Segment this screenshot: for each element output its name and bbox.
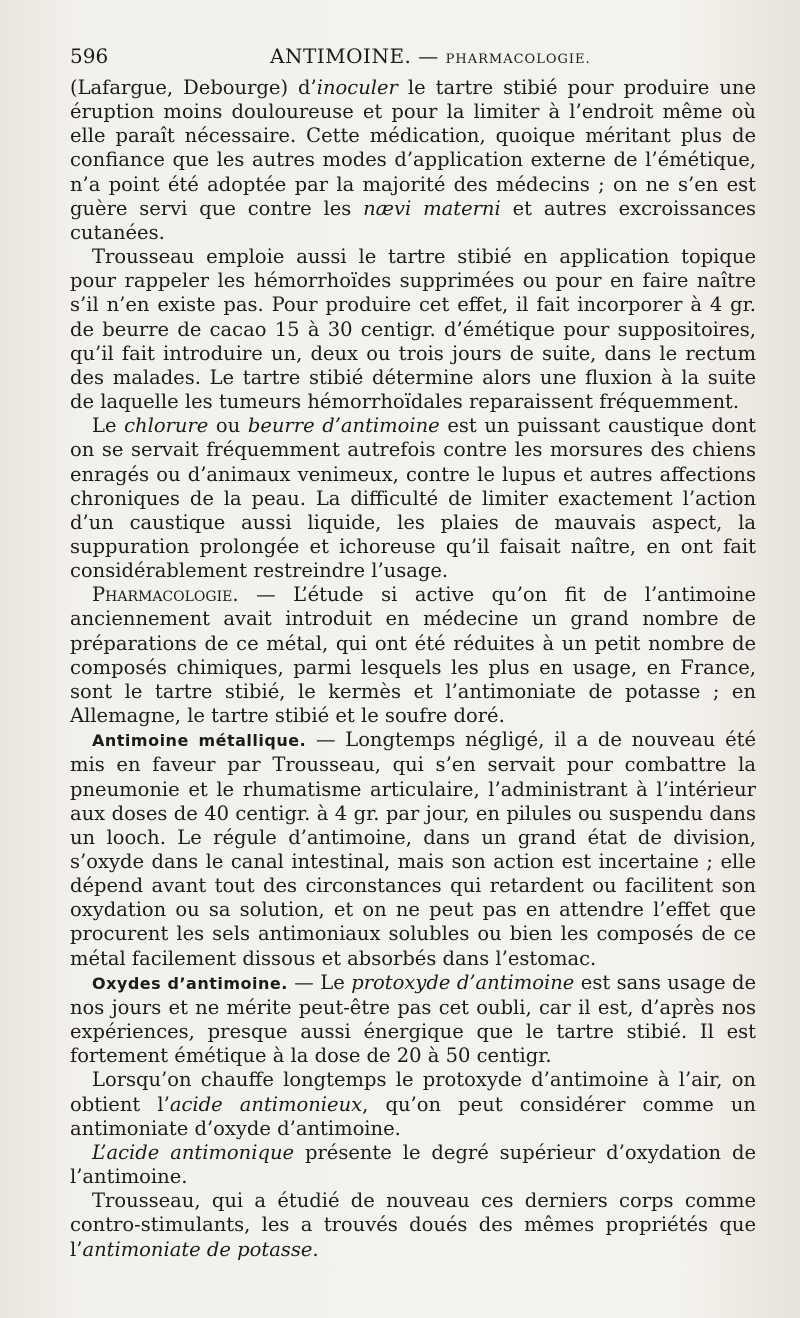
paragraph-inoculation xyxy=(70,76,756,245)
paragraph-contro-stimulants xyxy=(70,1189,756,1261)
text-run: Lorsqu’on chauffe longtemps le protoxyde d’antimoine à l’air, on obtient l’ xyxy=(70,1068,756,1116)
text-run: Le xyxy=(92,414,125,438)
italic-term: beurre d’antimoine xyxy=(247,414,440,438)
text-run: — Le xyxy=(287,970,352,994)
paragraph-acide-antimonieux xyxy=(70,1068,756,1140)
section-heading: Pharmacologie. xyxy=(92,583,239,607)
italic-term: L’acide antimonique xyxy=(92,1140,295,1164)
paragraph-acide-antimonique xyxy=(70,1141,756,1189)
text-run: le tartre stibié pour produire une éruption moins douloureuse et pour la limiter à l’endroit même où elle paraît nécessaire. Cette médication, quoique méritant plus de confiance que les autres modes d’application externe de l’émétique, n’a point été adoptée par la majorité des médecins ; on ne s’en est guère servi que contre les xyxy=(70,76,756,220)
italic-term: protoxyde d’antimoine xyxy=(351,970,575,994)
page-number: 596 xyxy=(70,44,109,68)
body-text xyxy=(70,76,756,1262)
text-run: Trousseau emploie aussi le tartre stibié en application topique pour rappeler les hémorrhoïdes supprimées ou pour en faire naître s’il n’en existe pas. Pour produire cet effet, il fait incorporer à 4 gr. de beurre de cacao 15 à 30 centigr. d’émétique pour suppositoires, qu’il fait introduire un, deux ou trois jours de suite, dans le rectum des malades. Le tartre stibié détermine alors une fluxion à la suite de laquelle les tumeurs hémorrhoïdales reparaissent fréquemment. xyxy=(70,245,756,414)
chapter-title: ANTIMOINE. xyxy=(270,44,412,68)
italic-term: acide antimonieux xyxy=(169,1092,363,1116)
running-title xyxy=(270,40,591,76)
section-title: PHARMACOLOGIE. xyxy=(445,52,591,67)
text-run: est sans usage de nos jours et ne mérite peut-être pas cet oubli, car il est, d’après nos expériences, presque aussi énergique que le tartre stibié. Il est fortement émétique à la dose de 20 à 50 centigr. xyxy=(70,970,756,1068)
text-run: ou xyxy=(208,414,248,438)
text-run: . xyxy=(312,1237,319,1261)
italic-term: antimoniate de potasse xyxy=(82,1237,313,1261)
italic-term: inoculer xyxy=(316,76,398,99)
paragraph-antimoine-metallique xyxy=(70,728,756,971)
text-run: — Longtemps négligé, il a de nouveau été mis en faveur par Trousseau, qui s’en servait pour combattre la pneumonie et le rhumatisme articulaire, l’administrant à l’intérieur aux doses de 40 centigr. à 4 gr. par jour, en pilules ou suspendu dans un looch. Le régule d’antimoine, dans un grand état de division, s’oxyde dans le canal intestinal, mais son action est incertaine ; elle dépend avant tout des circonstances qui retardent ou facilitent son oxydation ou sa solution, et on ne peut pas en attendre l’effet que procurent les sels antimoniaux solubles ou bien les composés de ce métal facilement dissous et absorbés dans l’estomac. xyxy=(70,728,756,970)
text-run: est un puissant caustique dont on se servait fréquemment autrefois contre les morsures des chiens enragés ou d’animaux venimeux, contre le lupus et autres affections chroniques de la peau. La difficulté de limiter exactement l’action d’un caustique aussi liquide, les plaies de mauvais aspect, la suppuration prolongée et ichoreuse qu’il faisait naître, en ont fait considérablement restreindre l’usage. xyxy=(70,414,756,583)
section-heading: Antimoine métallique. xyxy=(92,731,307,751)
paragraph-chlorure xyxy=(70,414,756,583)
text-run: présente le degré supérieur d’oxydation de l’antimoine. xyxy=(70,1140,757,1189)
text-run: , qu’on peut considérer comme un antimoniate d’oxyde d’antimoine. xyxy=(70,1092,756,1140)
text-run: Trousseau, qui a étudié de nouveau ces derniers corps comme contro-stimulants, les a trouvés doués des mêmes propriétés que l’ xyxy=(70,1189,756,1261)
paragraph-oxydes xyxy=(70,971,756,1069)
italic-term: chlorure xyxy=(124,414,209,438)
section-heading: Oxydes d’antimoine. xyxy=(92,973,288,993)
text-run: (Lafargue, Debourge) d’ xyxy=(70,76,317,99)
text-run: et autres excroissances cutanées. xyxy=(70,196,756,244)
paragraph-pharmacologie xyxy=(70,583,756,728)
italic-term: nævi materni xyxy=(363,196,501,220)
paragraph-trousseau-hemorrhoids xyxy=(70,245,756,414)
title-separator: — xyxy=(418,44,439,68)
text-run: — L’étude si active qu’on fit de l’antimoine anciennement avait introduit en médecine un grand nombre de préparations de ce métal, qui ont été réduites à un petit nombre de composés chimiques, parmi lesquels les plus en usage, en France, sont le tartre stibié, le kermès et l’antimoniate de potasse ; en Allemagne, le tartre stibié et le soufre doré. xyxy=(70,583,756,728)
running-header xyxy=(70,40,756,72)
